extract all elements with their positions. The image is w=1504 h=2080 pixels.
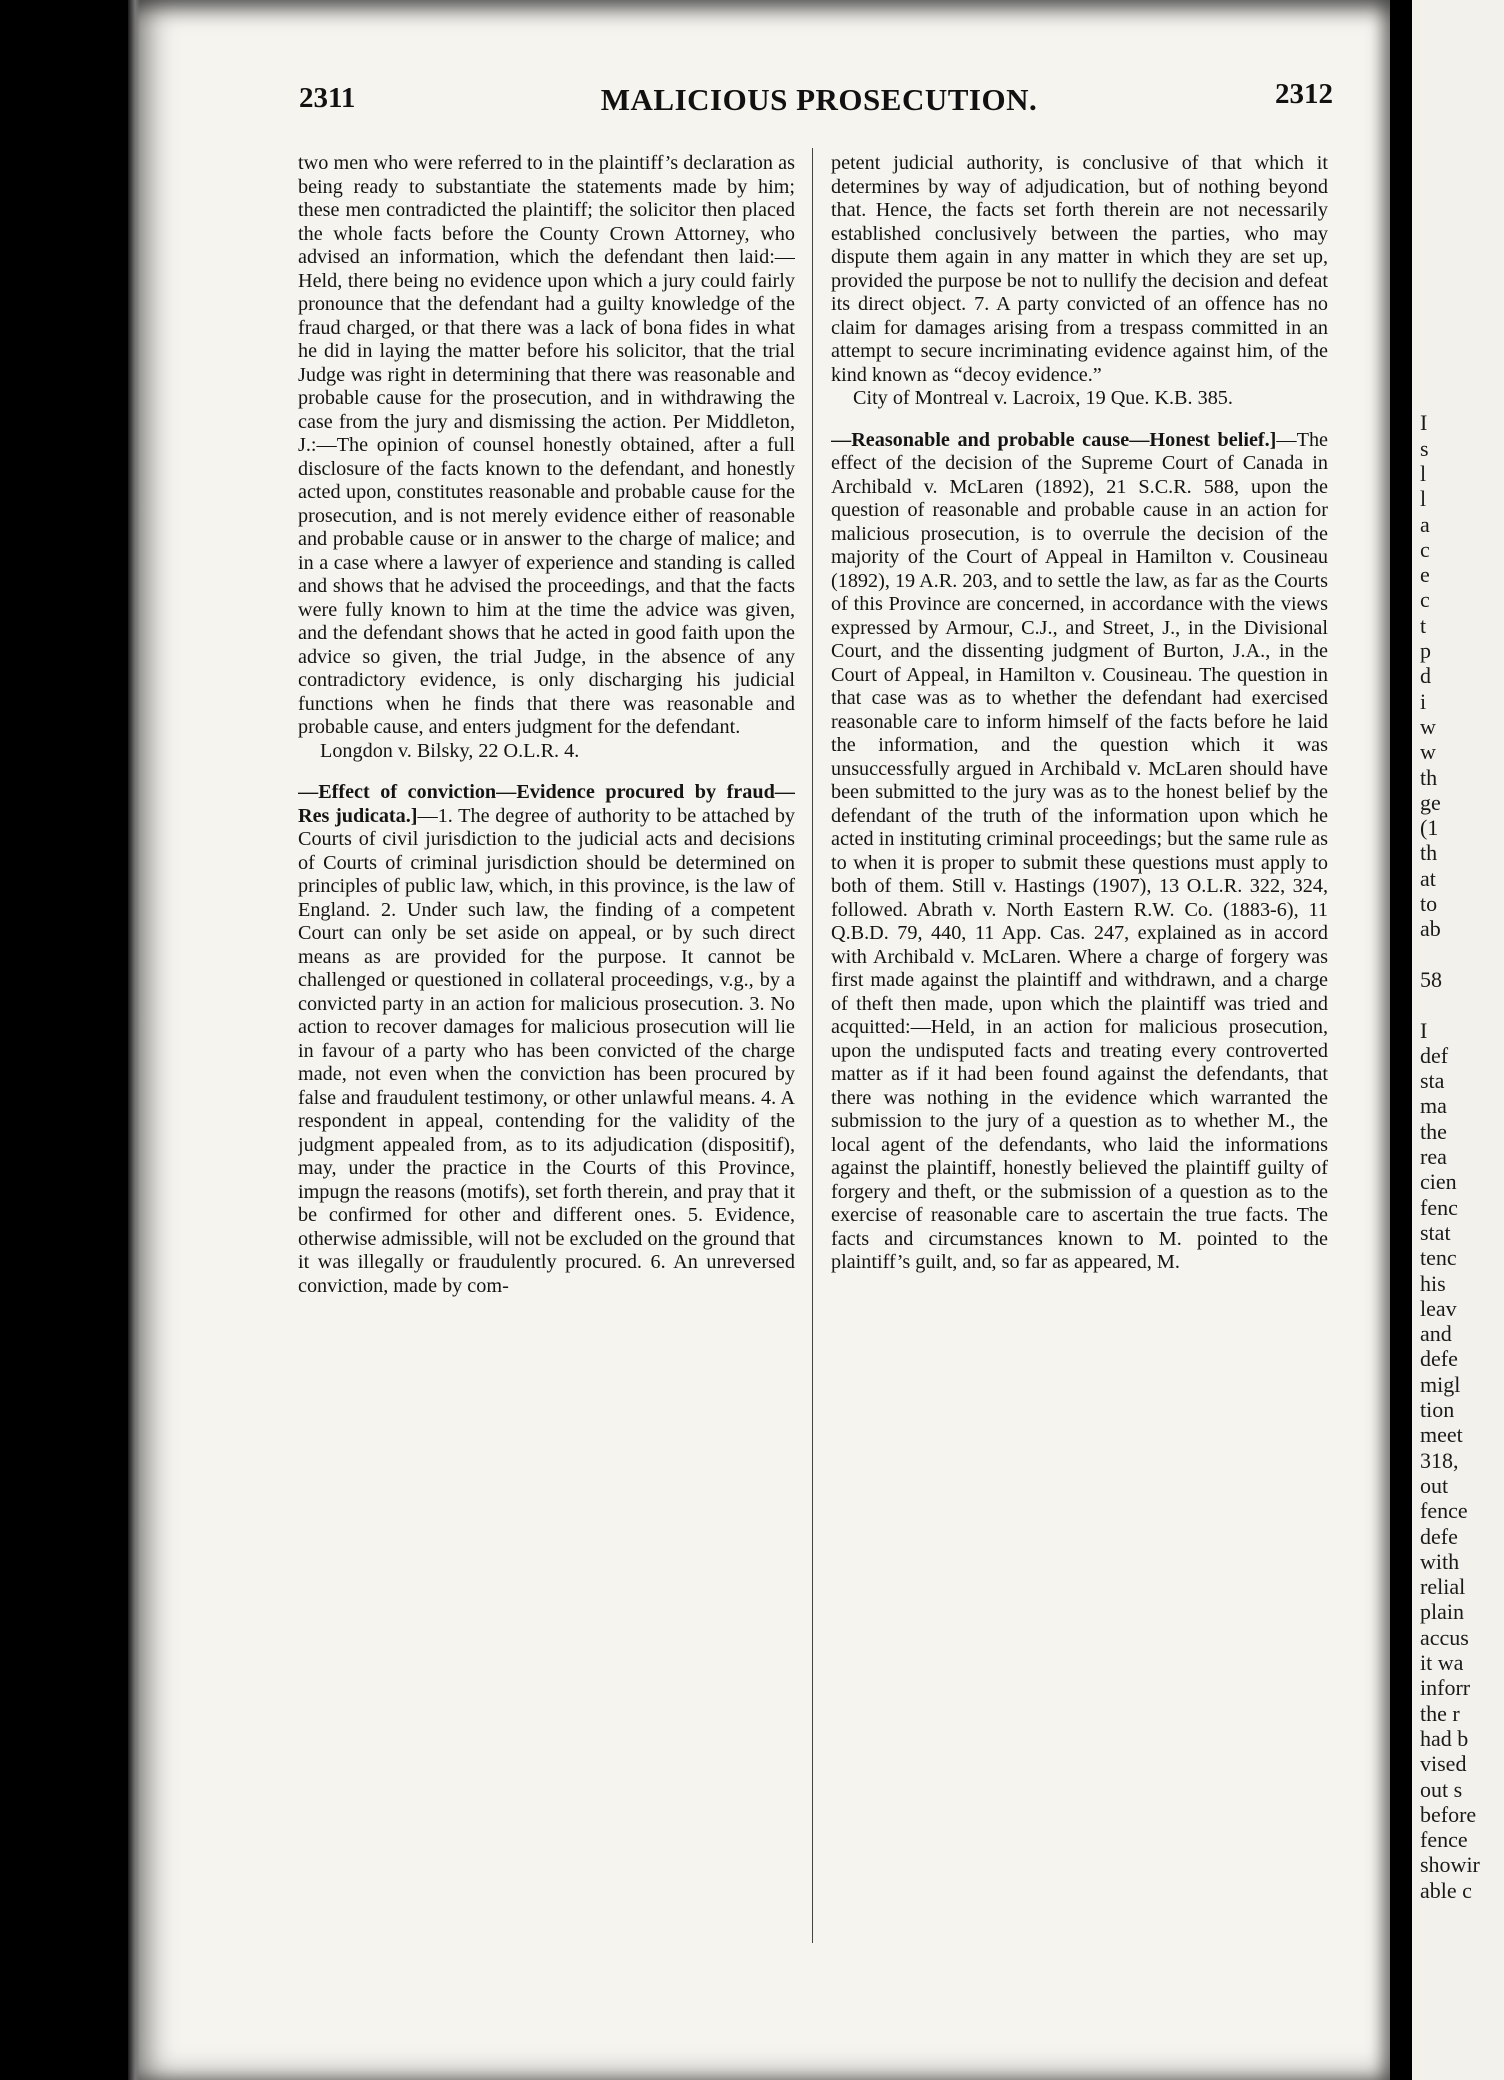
next-page-fragment: defe [1420,1523,1458,1549]
next-page-fragment: it wa [1420,1650,1464,1675]
next-page-fragment: w [1420,739,1436,765]
next-page-fragment: def [1420,1042,1449,1068]
next-page-fragment: 58 [1420,966,1442,992]
next-page-fragment: s [1420,435,1429,461]
right-paragraph-1: petent judicial authority, is conclusive of that which it determines by way of adjudication, but of nothing beyond that. Hence, the facts set forth therein are not necessarily established conclusively between the parties, who may dispute them again in any matter in which they are set up, provided the purpose be not to nullify the decision and defeat its direct object. 7. A party convicted of an offence has no claim for damages arising from a trespass committed in an attempt to secure incriminating evidence against him, of the kind known as “decoy evidence.” [831,152,1328,386]
next-page-fragment: cien [1420,1169,1457,1195]
next-page-fragment: d [1420,663,1431,689]
next-page-fragment: l [1420,486,1427,512]
left-section-heading: —Effect of conviction—Evidence procured by fraud—Res judicata.] [298,781,795,827]
next-page-fragment: stat [1420,1219,1451,1245]
next-page-fragment: ge [1420,789,1441,815]
column-divider [812,148,813,1943]
next-page-edge [1412,0,1504,2080]
next-page-fragment: 318, [1420,1447,1459,1473]
left-paragraph-1: two men who were referred to in the plaintiff’s declaration as being ready to substantiate the statements made by him; these men contradicted the plaintiff; the solicitor then placed the whole facts before the County Crown Attorney, who advised an information, which the defendant then laid:—Held, there being no evidence upon which a jury could fairly pronounce that the defendant had a guilty knowledge of the fraud charged, or that there was a lack of bona fides in what he did in laying the matter before his solicitor, that the trial Judge was right in determining that there was reasonable and probable cause for the prosecution, and in withdrawing the case from the jury and dismissing the action. Per Middleton, J.:—The opinion of counsel honestly obtained, after a full disclosure of the facts known to the defendant, and honestly acted upon, constitutes reasonable and probable cause for the prosecution, and is not merely evidence either of reasonable and probable cause or in answer to the charge of malice; and in a case where a lawyer of experience and standing is called and shows that he advised the proceedings, and that the facts were fully known to him at the time the advice was given, and the defendant shows that he acted in good faith upon the advice so given, the trial Judge, in the absence of any contradictory evidence, is only discharging his judicial functions when he finds that there was reasonable and probable cause, and enters judgment for the defendant. [298,152,795,738]
next-page-fragment: c [1420,536,1430,562]
next-page-fragment: t [1420,612,1427,638]
next-page-fragment: th [1420,840,1438,866]
next-page-fragment: before [1420,1801,1477,1827]
next-page-fragment: showir [1420,1852,1480,1878]
next-page-fragment: his [1420,1270,1446,1296]
next-page-fragment: e [1420,562,1430,588]
next-page-fragment: fence [1420,1498,1468,1524]
next-page-fragment: tenc [1420,1245,1457,1271]
next-page-fragment: relial [1420,1574,1466,1600]
next-page-fragment: i [1420,688,1427,714]
next-page-fragment: tion [1420,1397,1455,1422]
next-page-fragment: leav [1420,1295,1457,1321]
next-page-fragment: rea [1420,1144,1447,1169]
right-citation-1: City of Montreal v. Lacroix, 19 Que. K.B. 385. [853,387,1233,409]
next-page-fragment: out [1420,1472,1449,1498]
next-page-fragment: plain [1420,1599,1464,1625]
next-page-fragment: fence [1420,1827,1468,1853]
running-title: MALICIOUS PROSECUTION. [600,82,1038,117]
left-citation-1: Longdon v. Bilsky, 22 O.L.R. 4. [320,739,580,762]
next-page-fragment: and [1420,1321,1452,1347]
next-page-fragment: with [1420,1548,1460,1574]
next-page-fragment: (1 [1420,815,1439,841]
right-column [831,152,1328,1952]
next-page-fragment: defe [1420,1346,1458,1372]
next-page-fragment: l [1420,460,1427,486]
next-page-fragment: I [1420,410,1428,436]
next-page-fragment: a [1420,511,1430,537]
left-paragraph-2: —1. The degree of authority to be attached by Courts of civil jurisdiction to the judicial acts and decisions of Courts of criminal jurisdiction should be determined on principles of public law, which, in this province, is the law of England. 2. Under such law, the finding of a competent Court can only be set aside on appeal, or by such direct means as are provided for the purpose. It cannot be challenged or questioned in collateral proceedings, v.g., by a convicted party in an action for malicious prosecution. 3. No action to recover damages for malicious prosecution will lie in favour of a party who has been convicted of the charge made, not even when the conviction has been procured by false and fraudulent testimony, or other unlawful means. 4. A respondent in appeal, contending for the validity of the judgment appealed from, as to its adjudication (dispositif), may, under the practice in the Courts of this Province, impugn the reasons (motifs), set forth therein, and pray that it be confirmed for other and different ones. 5. Evidence, otherwise admissible, will not be excluded on the ground that it was illegally or fraudulently procured. 6. An unreversed conviction, made by com- [298,804,795,1297]
next-page-fragment: meet [1420,1422,1463,1448]
right-page-number: 2312 [1275,78,1333,110]
next-page-fragment: ma [1420,1093,1447,1119]
right-section-heading: —Reasonable and probable cause—Honest belief.] [831,428,1277,451]
next-page-fragment: the [1420,1118,1447,1144]
next-page-fragment: th [1420,764,1438,790]
page-header [299,78,1339,132]
next-page-fragment: ab [1420,916,1441,942]
next-page-fragment: migl [1420,1371,1461,1397]
next-page-fragment: I [1420,1017,1428,1043]
next-page-fragment: c [1420,587,1430,613]
next-page-fragment: the r [1420,1700,1460,1726]
right-paragraph-2: —The effect of the decision of the Supreme Court of Canada in Archibald v. McLaren (1892), 21 S.C.R. 588, upon the question of reasonable and probable cause in an action for malicious prosecution, is to overrule the decision of the majority of the Court of Appeal in Hamilton v. Cousineau (1892), 19 A.R. 203, and to settle the law, as far as the Courts of this Province are concerned, in accordance with the views expressed by Armour, C.J., and Street, J., in the Divisional Court, and the dissenting judgment of Burton, J.A., in the Court of Appeal, in Hamilton v. Cousineau. The question in that case was as to whether the defendant had exercised reasonable care to inform himself of the facts before he laid the information, and the question which it was unsuccessfully argued in Archibald v. McLaren should have been submitted to the jury was as to the honest belief by the defendant of the truth of the information upon which he acted in instituting criminal proceedings; but the same rule as to when it is proper to submit these questions must apply to both of them. Still v. Hastings (1907), 13 O.L.R. 322, 324, followed. Abrath v. North Eastern R.W. Co. (1883-6), 11 Q.B.D. 79, 440, 11 App. Cas. 247, explained as in accord with Archibald v. McLaren. Where a charge of forgery was first made against the plaintiff and withdrawn, and a charge of theft then made, upon which the plaintiff was tried and acquitted:—Held, in an action for malicious prosecution, upon the undisputed facts and treating every controverted matter as if it had been found against the defendants, that there was nothing in the evidence which warranted the submission to the jury of a question as to whether M., the local agent of the defendants, who laid the informations against the plaintiff, honestly believed the plaintiff guilty of forgery and theft, or the submission of a question as to the exercise of reasonable care to ascertain the true facts. The facts and circumstances known to M. pointed to the plaintiff’s guilt, and, so far as appeared, M. [831,428,1328,1273]
next-page-fragment: to [1420,891,1438,916]
next-page-fragment: accus [1420,1624,1469,1650]
left-column [298,152,795,1952]
next-page-fragment: w [1420,713,1436,739]
next-page-fragment: sta [1420,1068,1445,1094]
left-section-2 [298,781,795,1298]
next-page-fragment: p [1420,638,1431,663]
next-page-fragment: out s [1420,1776,1463,1802]
left-page-number: 2311 [299,82,356,114]
next-page-fragment: at [1420,865,1436,891]
right-section-2 [831,429,1328,1275]
next-page-fragment: fenc [1420,1194,1458,1220]
next-page-fragment: inforr [1420,1675,1471,1701]
next-page-fragment: vised [1420,1751,1467,1777]
next-page-fragment: had b [1420,1725,1469,1751]
next-page-fragment: able c [1420,1877,1472,1903]
